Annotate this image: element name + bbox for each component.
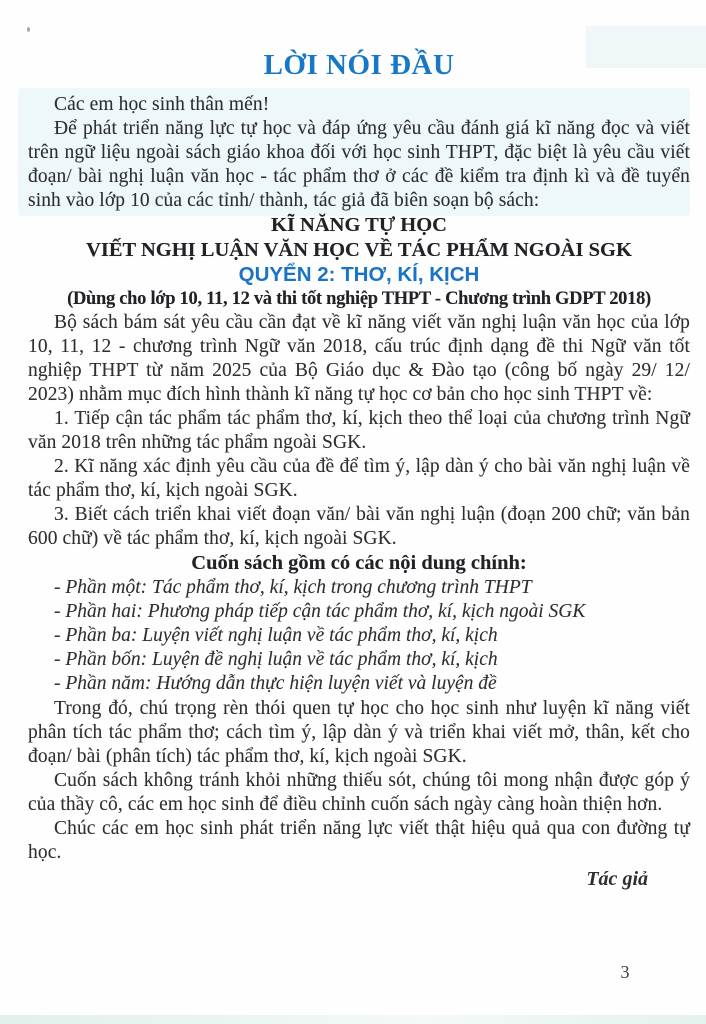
- goal-item-3: 3. Biết cách triển khai viết đoạn văn/ bài văn nghị luận (đoạn 200 chữ; văn bản 600 chữ) về tác phẩm thơ, kí, kịch ngoài SGK.: [28, 504, 690, 549]
- intro-paragraph: Để phát triển năng lực tự học và đáp ứng yêu cầu đánh giá kĩ năng đọc và viết trên ngữ liệu ngoài sách giáo khoa đối với học sinh THPT, đặc biệt là yêu cầu viết đoạn/ bài nghị luận văn học - tác phẩm thơ ở các đề kiểm tra định kì và đề tuyển sinh vào lớp 10 của các tỉnh/ thành, tác giả đã biên soạn bộ sách:: [28, 118, 690, 211]
- series-title-line2: VIẾT NGHỊ LUẬN VĂN HỌC VỀ TÁC PHẨM NGOÀI SGK: [86, 238, 632, 261]
- contents-list: [28, 576, 690, 697]
- greeting-line: Các em học sinh thân mến!: [54, 94, 270, 115]
- overview-paragraph: Bộ sách bám sát yêu cầu cần đạt về kĩ năng viết văn nghị luận văn học của lớp 10, 11, 12 - chương trình Ngữ văn 2018, cấu trúc định dạng đề thi Ngữ văn tốt nghiệp THPT từ năm 2025 của Bộ Giáo dục & Đào tạo (công bố ngày 29/ 12/ 2023) nhằm mục đích hình thành kĩ năng tự học cơ bản cho học sinh THPT về:: [28, 312, 690, 405]
- series-title-line1: KĨ NĂNG TỰ HỌC: [271, 214, 447, 236]
- contents-item-4: - Phần bốn: Luyện đề nghị luận về tác phẩm thơ, kí, kịch: [54, 649, 498, 671]
- scan-speck-artifact: [27, 27, 30, 32]
- goal-item-1: 1. Tiếp cận tác phẩm tác phẩm thơ, kí, kịch theo thể loại của chương trình Ngữ văn 2018 trên những tác phẩm ngoài SGK.: [28, 408, 690, 453]
- contents-heading: Cuốn sách gồm có các nội dung chính:: [191, 552, 527, 574]
- page-content: [28, 46, 690, 891]
- scan-edge-artifact: [0, 1015, 706, 1024]
- contents-item-5: - Phần năm: Hướng dẫn thực hiện luyện viết và luyện đề: [54, 673, 497, 695]
- closing-paragraph-1: Trong đó, chú trọng rèn thói quen tự học cho học sinh như luyện kĩ năng viết phân tích tác phẩm thơ; cách tìm ý, lập dàn ý và triển khai viết mở, thân, kết cho đoạn/ bài (phân tích) tác phẩm thơ, kí, kịch ngoài SGK.: [28, 697, 690, 767]
- series-volume-title: QUYỂN 2: THƠ, KÍ, KỊCH: [238, 263, 480, 286]
- page-number: 3: [620, 962, 630, 982]
- contents-item-2: - Phần hai: Phương pháp tiếp cận tác phẩm thơ, kí, kịch ngoài SGK: [54, 600, 586, 622]
- goal-item-2: 2. Kĩ năng xác định yêu cầu của đề để tìm ý, lập dàn ý cho bài văn nghị luận về tác phẩm thơ, kí, kịch ngoài SGK.: [28, 456, 690, 501]
- closing-paragraph-3: Chúc các em học sinh phát triển năng lực viết thật hiệu quả qua con đường tự học.: [28, 817, 690, 863]
- author-signature: Tác giả: [586, 867, 648, 890]
- closing-paragraph-2: Cuốn sách không tránh khỏi những thiếu sót, chúng tôi mong nhận được góp ý của thầy cô, các em học sinh để điều chỉnh cuốn sách ngày càng hoàn thiện hơn.: [28, 769, 690, 815]
- contents-item-3: - Phần ba: Luyện viết nghị luận về tác phẩm thơ, kí, kịch: [54, 624, 498, 646]
- series-usage-note: (Dùng cho lớp 10, 11, 12 và thi tốt nghiệp THPT - Chương trình GDPT 2018): [67, 289, 651, 309]
- page-title: LỜI NÓI ĐẦU: [263, 49, 455, 81]
- contents-item-1: - Phần một: Tác phẩm thơ, kí, kịch trong chương trình THPT: [54, 576, 532, 598]
